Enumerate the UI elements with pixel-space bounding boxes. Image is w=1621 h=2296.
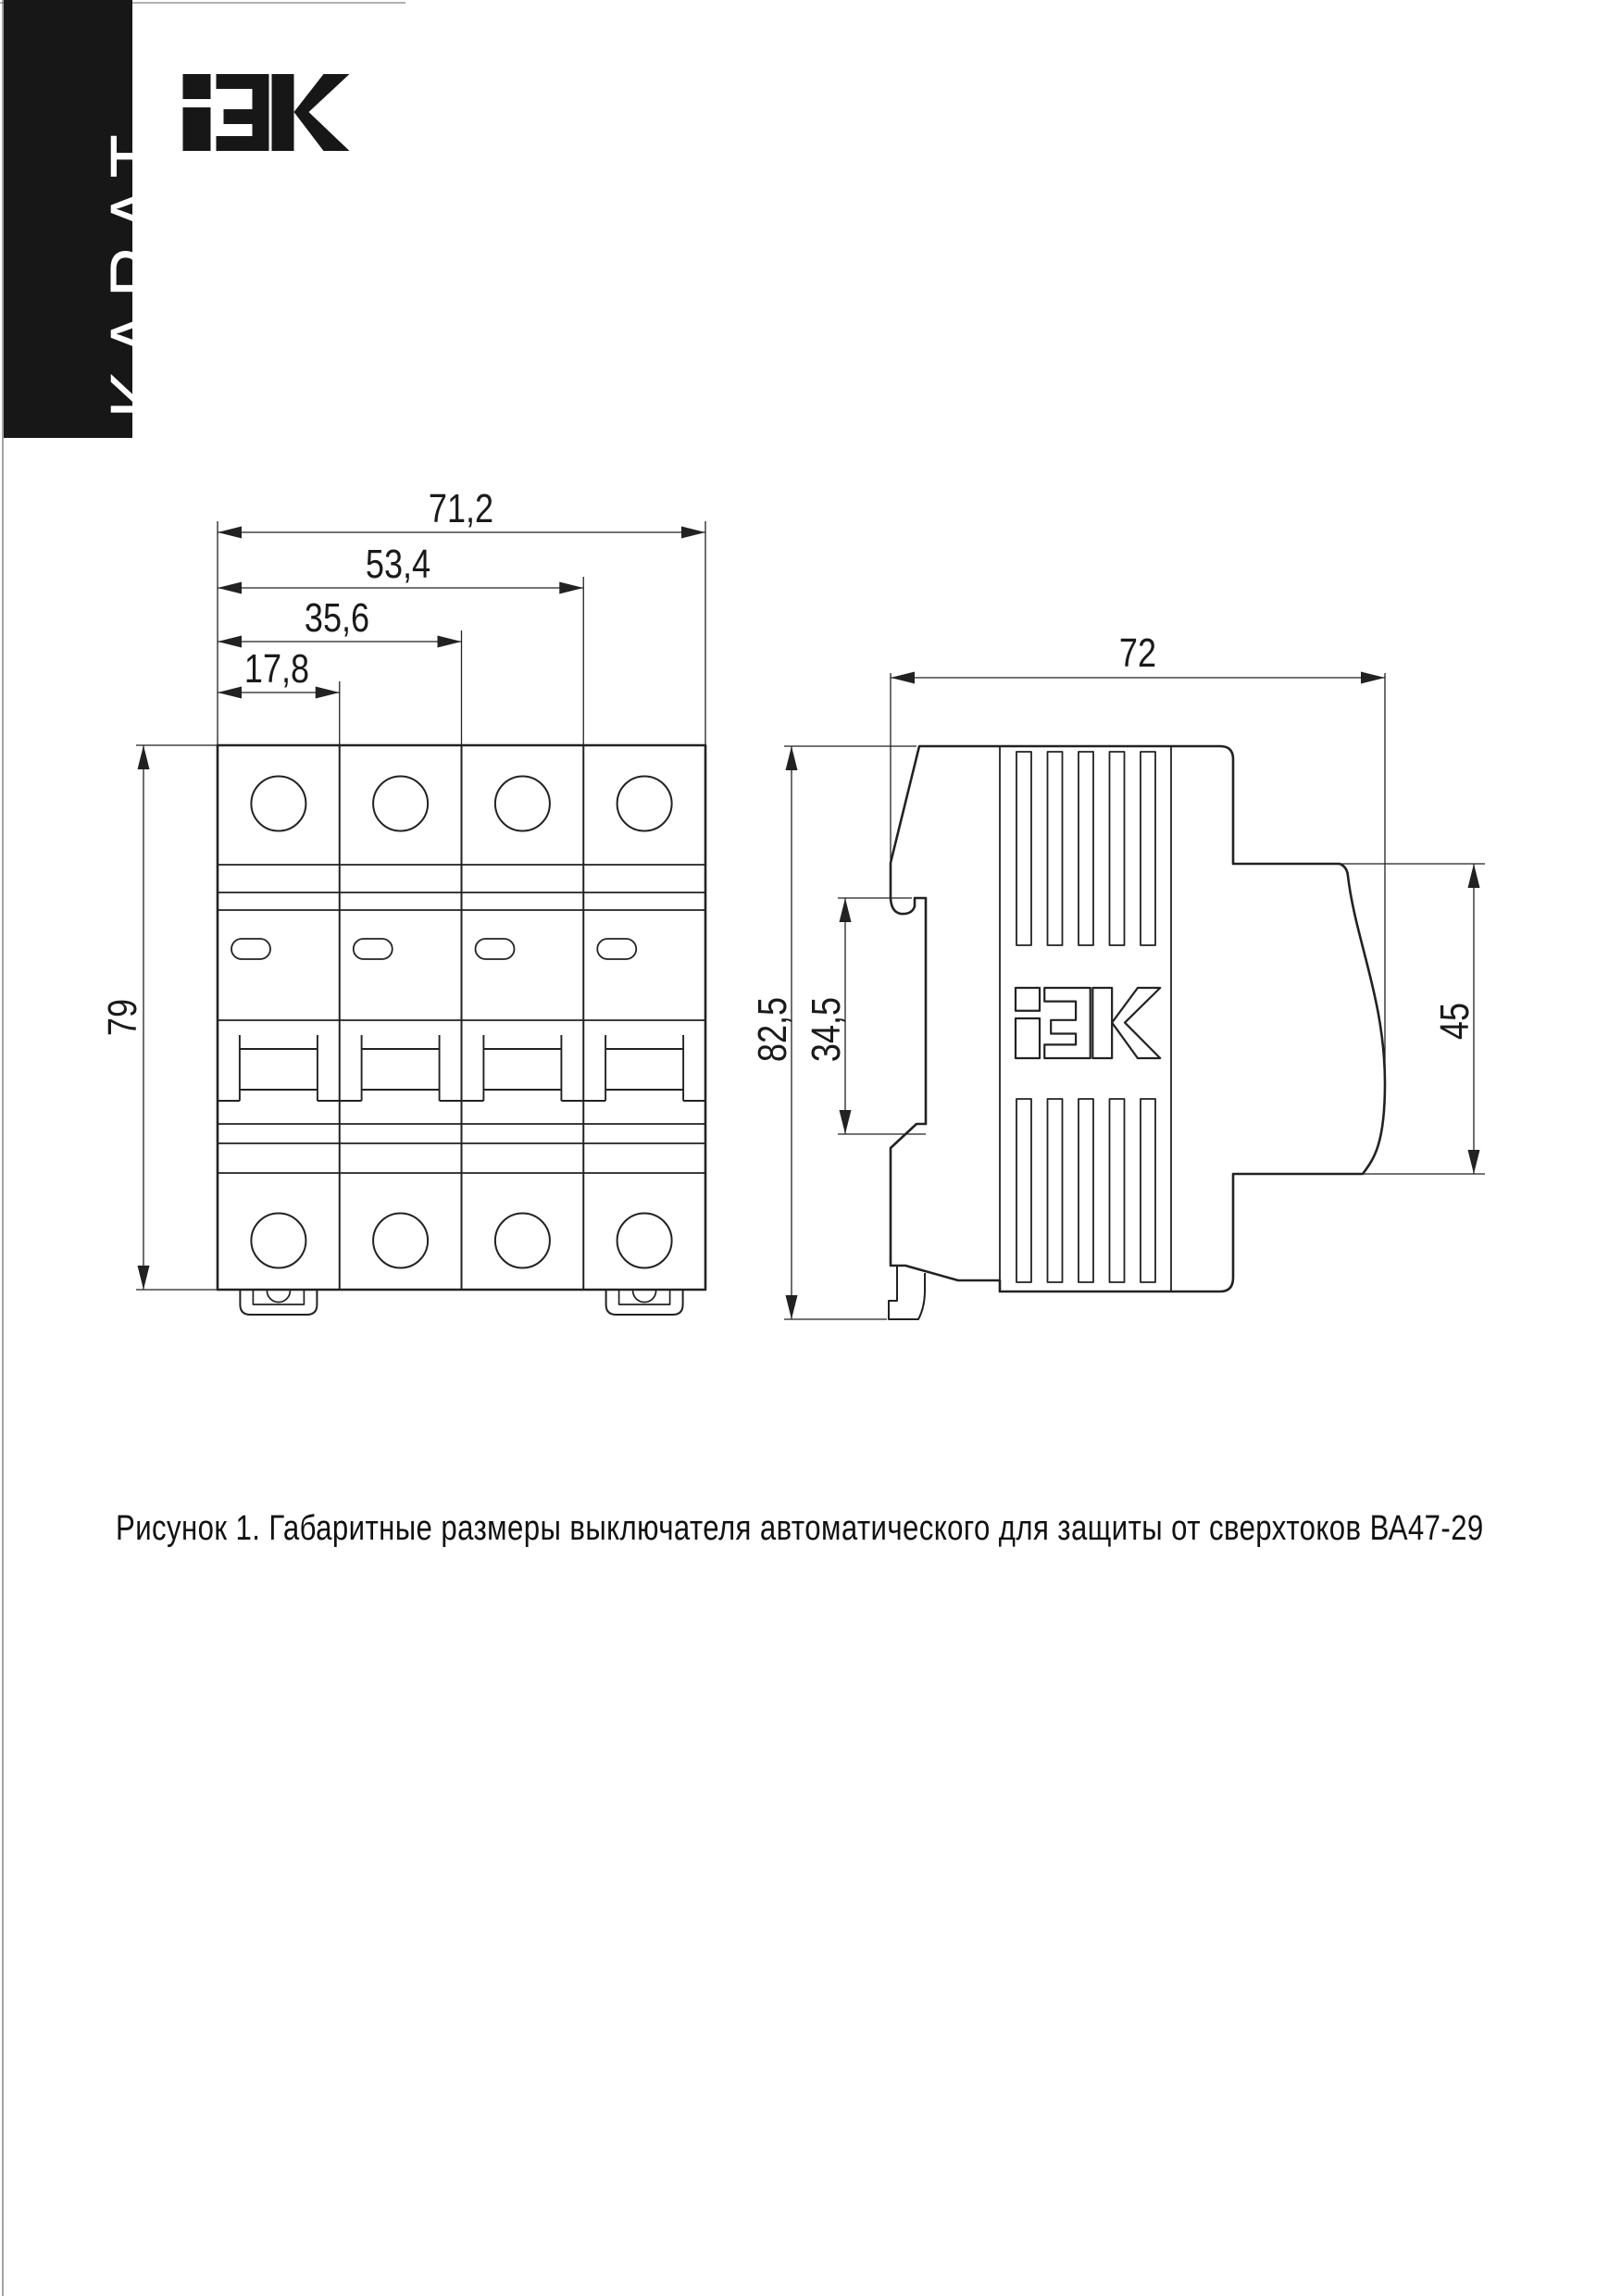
side-view-drawing: [889, 746, 1385, 1319]
dim-label-35-6: 35,6: [304, 594, 370, 641]
side-view-dimensions: [750, 630, 1485, 1319]
front-view-dimensions: [100, 486, 705, 1290]
iek-logo-glyphs: [183, 74, 350, 151]
dim-label-72: 72: [1118, 630, 1157, 676]
logo-i-dot: [183, 74, 211, 99]
iek-logo-icon: [182, 74, 350, 151]
series-banner-label: KARAT: [95, 121, 180, 418]
dim-label-45: 45: [1431, 1002, 1478, 1041]
module-dividers: [340, 745, 584, 1290]
logo-k-chevron: [294, 74, 350, 151]
dim-label-17-8: 17,8: [243, 645, 310, 692]
indicator-windows: [231, 939, 636, 959]
logo-e: [217, 74, 269, 151]
dimensional-drawing: [0, 463, 1621, 1435]
dim-label-82-5: 82,5: [749, 996, 795, 1063]
vent-slots-lower: [1016, 1099, 1155, 1282]
front-view-drawing: [218, 745, 705, 1315]
dimension-lines: [143, 532, 705, 1290]
dim-label-79: 79: [99, 998, 145, 1037]
dim-label-71-2: 71,2: [428, 485, 494, 531]
vent-slots-upper: [1016, 752, 1155, 945]
dim-label-34-5: 34,5: [803, 996, 849, 1063]
side-iek-logo-icon: [1016, 988, 1160, 1058]
breaker-side-outline: [891, 746, 1385, 1292]
din-clip-foot: [889, 1266, 925, 1319]
side-dimension-lines: [792, 678, 1474, 1319]
dim-label-53-4: 53,4: [365, 541, 431, 587]
logo-i-stem: [183, 107, 211, 151]
arrowheads: [138, 527, 706, 1291]
figure-caption: Рисунок 1. Габаритные размеры выключателя автоматического для защиты от сверхтоков ВА47-29: [116, 1509, 1484, 1548]
logo-k-stem: [272, 74, 294, 151]
side-extension-lines: [784, 673, 1485, 1319]
series-banner: [4, 0, 180, 438]
extension-lines: [136, 521, 705, 1290]
din-rail-clips: [240, 1290, 682, 1315]
